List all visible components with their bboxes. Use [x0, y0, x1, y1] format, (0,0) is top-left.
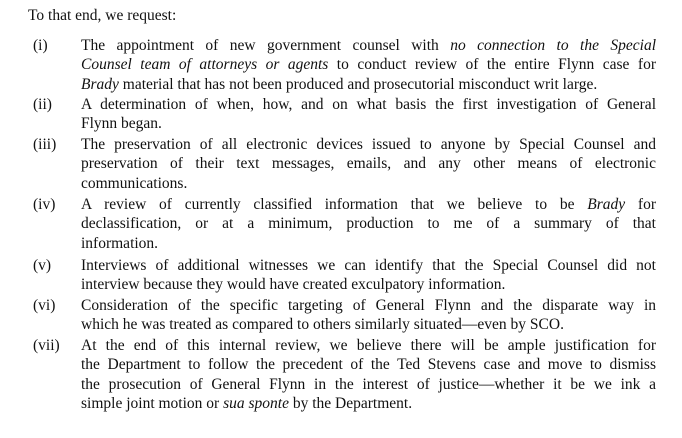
italic-text: Counsel team of attorneys or agents: [81, 56, 329, 74]
text-line: [81, 315, 656, 334]
text-line: [81, 154, 656, 173]
item-text: [81, 135, 656, 193]
text-segment: Interviews of additional witnesses we can identify that the Special Counsel did not: [81, 257, 656, 274]
text-segment: which he was treated as compared to others similarly situated—even by SCO.: [81, 316, 564, 334]
italic-text: Brady: [81, 75, 119, 93]
item-text: [81, 36, 656, 94]
text-segment: declassification, or at a minimum, production to me of a summary of that: [81, 215, 656, 233]
text-segment: A review of currently classified information that we believe to be: [81, 196, 588, 213]
item-number: (ii): [33, 96, 52, 113]
text-segment: simple joint motion or: [81, 395, 224, 413]
text-line: [81, 296, 656, 315]
item-number: (iii): [33, 136, 57, 153]
text-line: [81, 336, 656, 355]
text-line: [81, 275, 656, 294]
text-line: [81, 355, 656, 374]
text-segment: the prosecution of General Flynn in the interest of justice—whether it be we ink a: [81, 375, 656, 393]
text-line: [81, 95, 656, 114]
text-segment: the Department to follow the precedent of the Ted Stevens case and move to dismiss: [81, 356, 656, 374]
item-number: (v): [33, 257, 52, 274]
text-line: [81, 256, 656, 275]
text-segment: The appointment of new government counsel with: [81, 37, 451, 54]
text-line: [81, 195, 656, 214]
item-text: [81, 296, 656, 335]
text-segment: At the end of this internal review, we believe there will be ample justification for: [81, 337, 656, 354]
text-line: [81, 55, 656, 74]
text-segment: material that has not been produced and prosecutorial misconduct writ large.: [118, 75, 598, 93]
text-line: [81, 394, 656, 413]
text-segment: interview because they would have created exculpatory information.: [81, 276, 506, 294]
item-number: (vii): [33, 337, 60, 354]
text-segment: The preservation of all electronic devices issued to anyone by Special Counsel and: [81, 136, 656, 153]
item-number: (i): [33, 37, 48, 54]
text-segment: communications.: [81, 174, 188, 192]
item-text: [81, 336, 656, 414]
item-text: [81, 256, 656, 295]
text-line: [81, 75, 656, 94]
text-line: [81, 135, 656, 154]
item-text: [81, 95, 656, 134]
italic-text: Brady: [587, 196, 626, 213]
text-line: [81, 234, 656, 253]
text-line: [81, 214, 656, 233]
text-segment: Flynn began.: [81, 115, 162, 133]
intro-text: To that end, we request:: [28, 7, 177, 24]
text-segment: A determination of when, how, and on what basis the first investigation of General: [81, 96, 656, 113]
text-line: [81, 114, 656, 133]
italic-text: no connection to the Special: [450, 37, 656, 54]
text-segment: for: [625, 196, 656, 213]
text-segment: information.: [81, 234, 159, 252]
item-number: (vi): [33, 297, 56, 314]
text-line: [81, 375, 656, 394]
text-segment: Consideration of the specific targeting of General Flynn and the disparate way in: [81, 297, 656, 314]
text-segment: preservation of their text messages, emails, and any other means of electronic: [81, 155, 656, 173]
item-number: (iv): [33, 196, 56, 213]
text-segment: to conduct review of the entire Flynn case for: [328, 56, 656, 74]
italic-text: sua sponte: [223, 395, 289, 413]
text-segment: by the Department.: [288, 395, 413, 413]
text-line: [81, 174, 656, 193]
text-line: [81, 36, 656, 55]
item-text: [81, 195, 656, 253]
